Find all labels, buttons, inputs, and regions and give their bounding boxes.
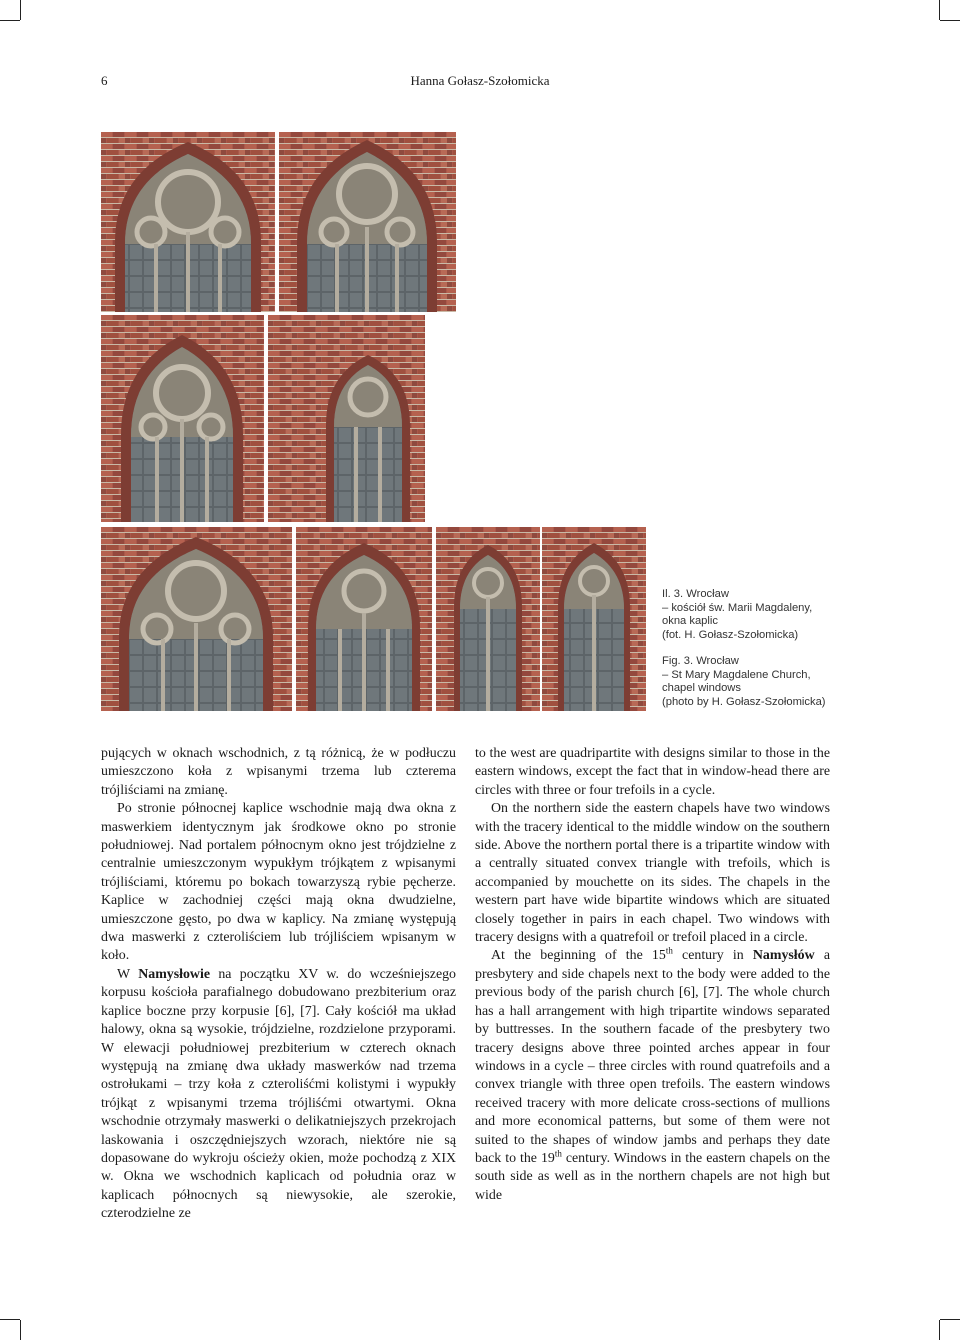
- caption-line: – St Mary Magdalene Church,: [662, 668, 811, 681]
- page-number: 6: [101, 73, 108, 88]
- paragraph: Po stronie północnej kaplice wschodnie mają dwa okna z maswerkiem identycznym jak środkowe okno po stronie południowej. Nad portalem północnym okno jest trójdzielne z centralnie umieszczonym wypukłym trójkątem z wpisanymi trójliściami, któremu po bokach towarzyszą rybie pęcherze. Kaplice w zachodniej części mają okna dwudzielne, umieszczone gęsto, po dwa w kaplicy. Na zmianę występują dwa maswerki z czteroliściem lub trójliściem wpisanym w koło.: [101, 801, 456, 964]
- paragraph: [475, 947, 830, 1205]
- window-photo: [296, 527, 432, 711]
- place-name: Namysłów: [752, 948, 815, 964]
- text-run: century. Windows in the eastern chapels on the south side as well as in the northern chapels are not high but wide: [475, 1150, 830, 1203]
- running-head: Hanna Gołasz-Szołomicka: [410, 73, 550, 88]
- paragraph: [101, 966, 456, 1224]
- paragraph: pujących w oknach wschodnich, z tą różnicą, że w podłuczu umieszczono koła z wpisanymi trzema lub czterema trójliściami na zmianę.: [101, 746, 456, 798]
- crop-mark: [0, 20, 20, 21]
- caption-line: – kościół św. Marii Magdaleny,: [662, 601, 813, 614]
- figure-caption-polish: [662, 588, 812, 643]
- superscript: th: [554, 1148, 562, 1159]
- text-run: na początku XV w. do wcześniejszego korpusu kościoła parafialnego dobudowano prezbiterium oraz kaplice boczne przy korpusie [6], [7]. Cały kościół ma układ halowy, okna są wysokie, trójdzielne, rozdzielone przyporami. W elewacji południowej prezbiterium w czterech oknach występują na zmianę dwa układy maswerków nad trzema ostrołukami – trzy koła z czteroliśćmi kolistymi i wypukły trójkąt z wpisanymi trzema trójliśćmi otwartymi. Okna wschodnie otrzymały maswerki o delikatniejszych przekrojach laskowania i oszczędniejszych wzorach, niektóre nie są dopasowane do wykroju ościeży okien, może pochodzą z XIX w. Okna we wschodnich kaplicach od południa oraz w kaplicach północnych są niewysokie, ale szerokie, czterodzielne ze: [101, 966, 456, 1222]
- crop-mark: [939, 1320, 940, 1340]
- text-run: century in: [672, 948, 753, 964]
- crop-mark: [0, 1319, 20, 1320]
- crop-mark: [20, 1320, 21, 1340]
- window-photo: [279, 132, 456, 312]
- caption-line: okna kaplic: [662, 615, 718, 628]
- caption-line: (fot. H. Gołasz-Szołomicka): [662, 629, 799, 642]
- text-run: At the beginning of the 15: [491, 948, 666, 964]
- place-name: Namysłowie: [138, 966, 210, 982]
- figure-caption-english: [662, 655, 826, 710]
- window-photo: [101, 132, 275, 312]
- caption-line: (photo by H. Gołasz-Szołomicka): [662, 696, 826, 709]
- paragraph: On the northern side the eastern chapels have two windows with the tracery identical to the middle window on the southern side. Above the northern portal there is a tripartite window with a centrally situated convex triangle with trefoils, which is accompanied by mouchette on its sides. The chapels in the western part have wide bipartite windows which are situated closely together in pairs in each chapel. Two windows with tracery designs with a quatrefoil or trefoil placed in a circle.: [475, 801, 830, 946]
- window-photo: [268, 315, 425, 522]
- window-photo: [436, 527, 540, 711]
- window-photo: [542, 527, 646, 711]
- crop-mark: [940, 1319, 960, 1320]
- window-photo: [101, 527, 292, 711]
- crop-mark: [20, 0, 21, 20]
- text-run: W: [117, 966, 139, 982]
- superscript: th: [665, 945, 673, 956]
- caption-line: Il. 3. Wrocław: [662, 588, 729, 600]
- paragraph: to the west are quadripartite with designs similar to those in the eastern windows, except the fact that in window-head there are circles with three or four trefoils in a cycle.: [475, 746, 830, 798]
- window-photo: [101, 315, 264, 522]
- crop-mark: [940, 20, 960, 21]
- text-column-english: [475, 745, 830, 1205]
- text-run: a presbytery and side chapels next to the body were added to the previous body of the parish church [6], [7]. The whole church has a hall arrangement with high tripartite windows separated by buttresses. In the southern facade of the presbytery two tracery designs above three pointed arches appear in four windows in a cycle – three circles with round quatrefoils and a convex triangle with three open trefoils. The eastern windows received tracery with more delicate cross-sections of mullions and more economical patterns, but some of them were not suited to the shapes of window jambs and perhaps they date back to the 19: [475, 948, 831, 1166]
- caption-line: Fig. 3. Wrocław: [662, 655, 739, 667]
- text-column-polish: [101, 745, 456, 1224]
- caption-line: chapel windows: [662, 682, 741, 695]
- crop-mark: [939, 0, 940, 20]
